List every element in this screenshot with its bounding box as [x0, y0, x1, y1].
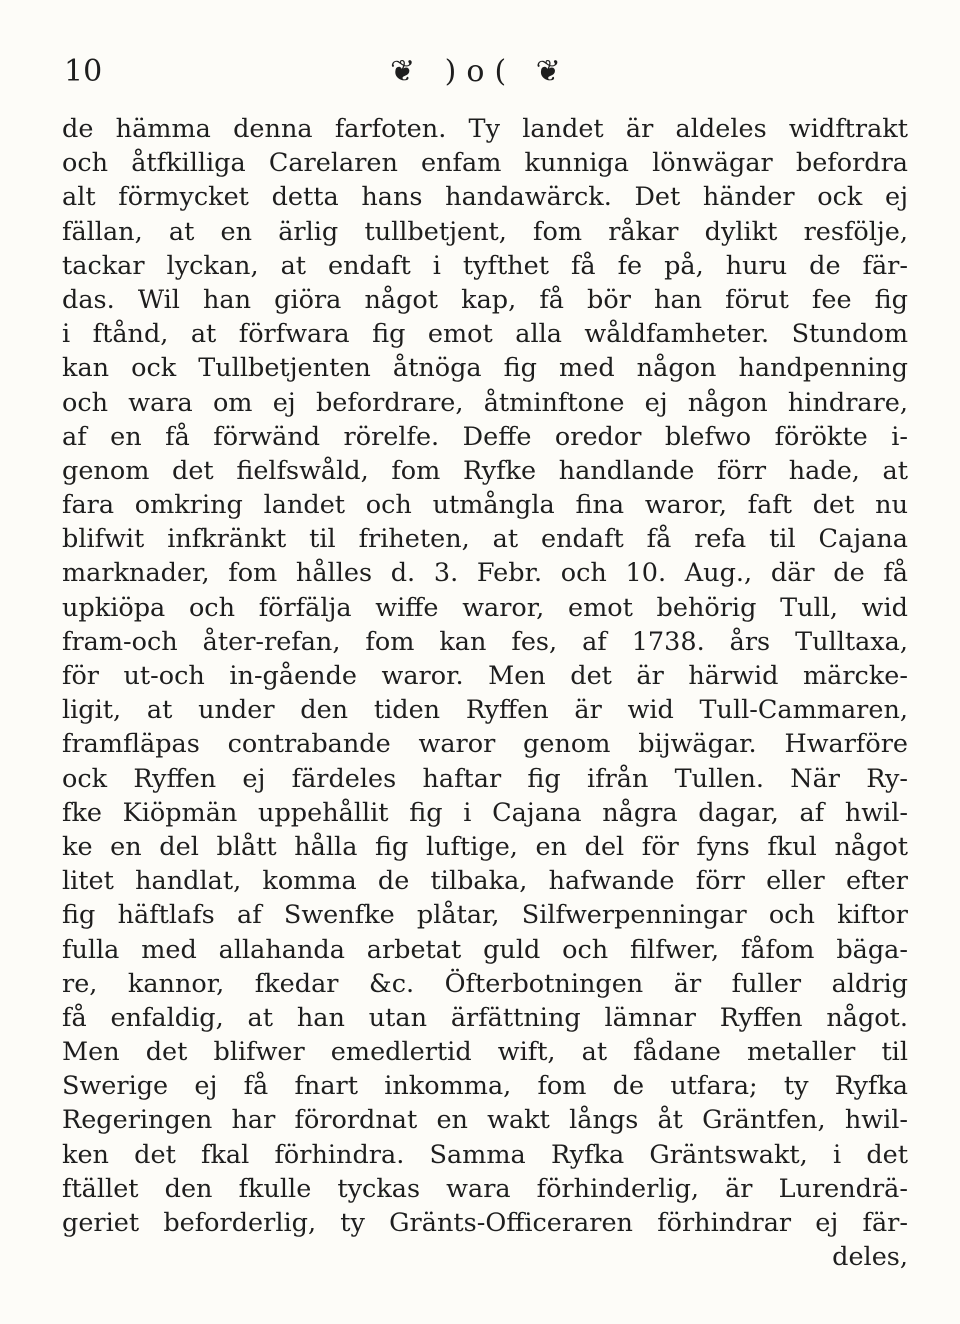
- text-line: kan ock Tullbetjenten åtnöga fig med någon handpenning: [62, 353, 908, 384]
- text-line: ken det fkal förhindra. Samma Ryfka Gräntswakt, i det: [62, 1139, 908, 1170]
- text-line: fke Kiöpmän uppehållit fig i Cajana några dagar, af hwil-: [62, 797, 908, 828]
- text-line: fara omkring landet och utmångla fina waror, faft det nu: [62, 490, 908, 521]
- text-line: Men det blifwer emedlertid wift, at fådane metaller til: [62, 1037, 908, 1068]
- text-line: geriet beforderlig, ty Gränts-Officeraren förhindrar ej fär-: [62, 1208, 908, 1238]
- text-line: fram-och åter-refan, fom kan fes, af 1738. års Tulltaxa,: [62, 626, 908, 657]
- text-line: blifwit infkränkt til friheten, at endaft få refa til Cajana: [62, 524, 908, 555]
- text-line: ke en del blått hålla fig luftige, en del för fyns fkul något: [62, 831, 908, 862]
- text-line: fällan, at en ärlig tullbetjent, fom råkar dylikt resfölje,: [62, 216, 908, 247]
- text-line: fulla med allahanda arbetat guld och filfwer, fåfom bäga-: [62, 934, 908, 965]
- text-line: alt förmycket detta hans handawärck. Det händer ock ej: [62, 182, 908, 213]
- text-line: de hämma denna farfoten. Ty landet är aldeles widftrakt: [62, 114, 908, 144]
- text-line: ftället den fkulle tyckas wara förhinderlig, är Lurendrä-: [62, 1173, 908, 1204]
- text-line: framfläpas contrabande waror genom bijwägar. Hwarföre: [62, 729, 908, 760]
- page-header: [0, 52, 960, 96]
- text-line: i ftånd, at förfwara fig emot alla wåldfamheter. Stundom: [62, 319, 908, 350]
- text-line: för ut-och in-gående waror. Men det är härwid märcke-: [62, 661, 908, 691]
- text-line: genom det fielfswåld, fom Ryfke handlande förr hade, at: [62, 455, 908, 486]
- text-line: litet handlat, komma de tilbaka, hafwande förr eller efter: [62, 866, 908, 897]
- header-ornament: ❦ )o( ❦: [390, 54, 571, 89]
- text-line: Swerige ej få fnart inkomma, fom de utfara; ty Ryfka: [62, 1071, 908, 1102]
- text-line: och åtfkilliga Carelaren enfam kunniga lönwägar befordra: [62, 148, 908, 179]
- text-line: Regeringen har förordnat en wakt långs åt Gräntfen, hwil-: [62, 1105, 908, 1136]
- text-line: das. Wil han giöra något kap, få bör han förut fee fig: [62, 284, 908, 315]
- text-line: fig häftlafs af Swenfke plåtar, Silfwerpenningar och kiftor: [62, 900, 908, 931]
- text-line: af en få förwänd rörelfe. Deffe oredor blefwo förökte i-: [62, 421, 908, 452]
- text-line: tackar lyckan, at endaft i tyfthet få fe på, huru de fär-: [62, 250, 908, 281]
- text-line: få enfaldig, at han utan ärfättning lämnar Ryffen något.: [62, 1002, 908, 1033]
- text-line: och wara om ej befordrare, åtminftone ej någon hindrare,: [62, 387, 908, 418]
- text-line: re, kannor, fkedar &c. Öfterbotningen är fuller aldrig: [62, 968, 908, 999]
- text-line: ligit, at under den tiden Ryffen är wid Tull-Cammaren,: [62, 695, 908, 726]
- text-line: deles,: [832, 1242, 908, 1273]
- text-line: upkiöpa och förfälja wiffe waror, emot behörig Tull, wid: [62, 592, 908, 623]
- text-line: marknader, fom hålles d. 3. Febr. och 10. Aug., där de få: [62, 558, 908, 589]
- text-line: ock Ryffen ej färdeles haftar fig ifrån Tullen. När Ry-: [62, 763, 908, 794]
- page-number: 10: [64, 54, 103, 89]
- body-text: [62, 112, 908, 1274]
